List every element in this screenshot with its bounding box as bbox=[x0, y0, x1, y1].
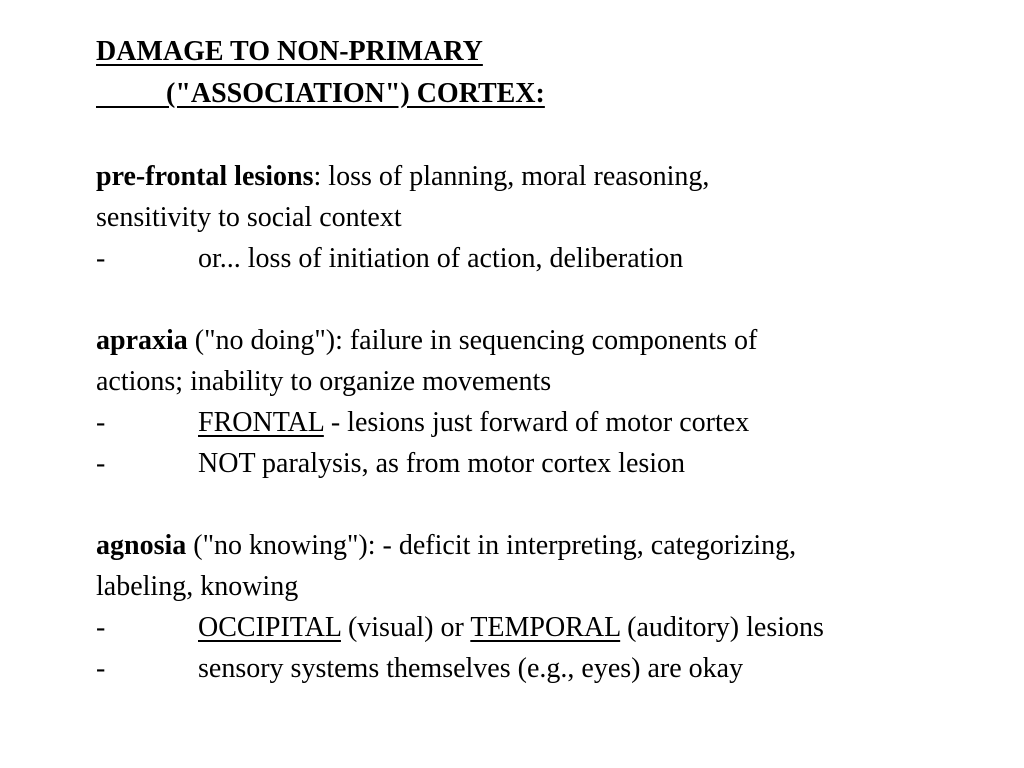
agnosia-occipital-emph: OCCIPITAL bbox=[198, 612, 341, 643]
prefrontal-term: pre-frontal lesions bbox=[96, 161, 314, 192]
apraxia-bullet-1-rest: - lesions just forward of motor cortex bbox=[323, 407, 750, 438]
agnosia-bullet-2-text: sensory systems themselves (e.g., eyes) are okay bbox=[198, 653, 744, 684]
agnosia-bullet-1-text bbox=[198, 614, 824, 642]
apraxia-line-1 bbox=[96, 327, 757, 355]
apraxia-bullet-2-text: NOT paralysis, as from motor cortex lesion bbox=[198, 448, 686, 479]
prefrontal-bullet-1-dash: - bbox=[96, 243, 106, 274]
prefrontal-line-1 bbox=[96, 163, 709, 191]
title-indent bbox=[96, 78, 166, 109]
prefrontal-desc-1: : loss of planning, moral reasoning, bbox=[313, 161, 710, 192]
title-line-2-text: ("ASSOCIATION") CORTEX: bbox=[166, 78, 545, 109]
apraxia-frontal-emph: FRONTAL bbox=[198, 407, 324, 438]
agnosia-bullet-1-tail: (auditory) lesions bbox=[620, 612, 824, 643]
apraxia-line-2: actions; inability to organize movements bbox=[96, 366, 552, 397]
agnosia-temporal-emph: TEMPORAL bbox=[470, 612, 621, 643]
apraxia-desc-1: ("no doing"): failure in sequencing components of bbox=[187, 325, 758, 356]
apraxia-bullet-1-text bbox=[198, 409, 749, 437]
apraxia-bullet-2-dash: - bbox=[96, 448, 106, 479]
agnosia-line-2: labeling, knowing bbox=[96, 571, 299, 602]
prefrontal-line-2: sensitivity to social context bbox=[96, 202, 402, 233]
agnosia-bullet-1-mid: (visual) or bbox=[340, 612, 471, 643]
title-line-1: DAMAGE TO NON-PRIMARY bbox=[96, 36, 483, 67]
title-line-2 bbox=[96, 80, 545, 108]
agnosia-term: agnosia bbox=[96, 530, 187, 561]
prefrontal-bullet-1-text: or... loss of initiation of action, deliberation bbox=[198, 243, 684, 274]
agnosia-desc-1: ("no knowing"): - deficit in interpreting, categorizing, bbox=[186, 530, 797, 561]
agnosia-bullet-1-dash: - bbox=[96, 612, 106, 643]
agnosia-bullet-2-dash: - bbox=[96, 653, 106, 684]
agnosia-line-1 bbox=[96, 532, 796, 560]
apraxia-bullet-1-dash: - bbox=[96, 407, 106, 438]
apraxia-term: apraxia bbox=[96, 325, 188, 356]
